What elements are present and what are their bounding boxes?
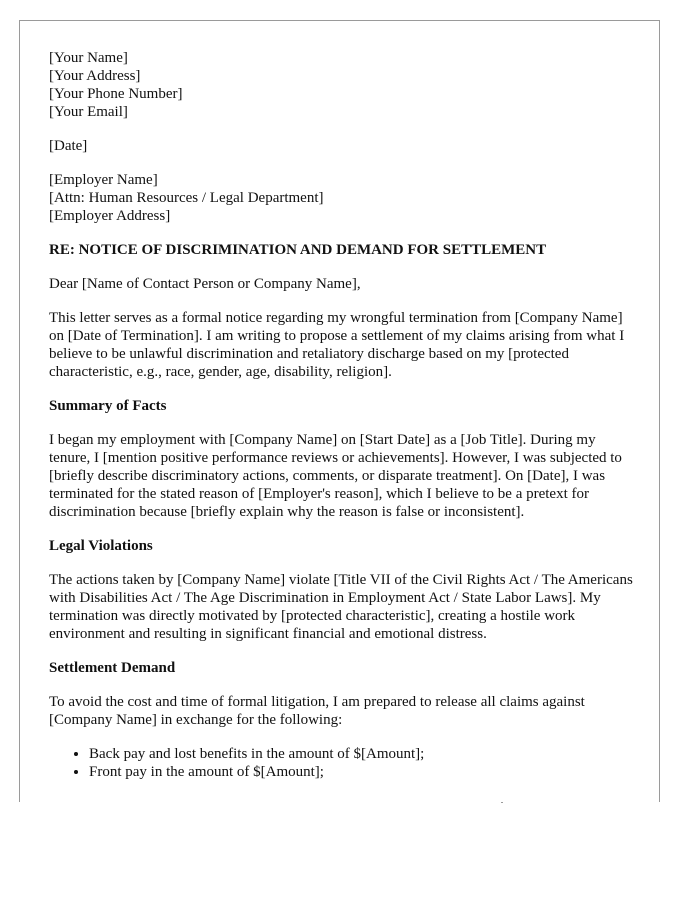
demand-heading: Settlement Demand [49, 660, 176, 676]
letter-content [49, 49, 639, 781]
subject-line: RE: NOTICE OF DISCRIMINATION AND DEMAND FOR SETTLEMENT [49, 242, 547, 258]
demand-paragraph: To avoid the cost and time of formal litigation, I am prepared to release all claims against [Company Name] in exchange for the following: [49, 694, 585, 728]
recipient-address: [Employer Address] [49, 208, 171, 224]
page-edge-mark [501, 802, 503, 803]
letter-date: [Date] [49, 138, 88, 154]
violations-heading: Legal Violations [49, 538, 153, 554]
date-block [49, 137, 639, 155]
facts-paragraph: I began my employment with [Company Name] on [Start Date] as a [Job Title]. During my tenure, I [mention positive performance reviews or achievements]. However, I was subjected to [briefly describe discriminatory actions, comments, or disparate treatment]. On [Date], I was terminated for the stated reason of [Employer's reason], which I believe to be a pretext for discrimination because [briefly explain why the reason is false or inconsistent]. [49, 432, 622, 520]
sender-block [49, 49, 639, 121]
letter-page [19, 20, 660, 802]
intro-paragraph: This letter serves as a formal notice regarding my wrongful termination from [Company Name] on [Date of Termination]. I am writing to propose a settlement of my claims arising from what I believe to be unlawful discrimination and retaliatory discharge based on my [protected characteristic, e.g., race, gender, age, disability, religion]. [49, 310, 625, 380]
sender-address: [Your Address] [49, 68, 141, 84]
demand-list-item: • Front pay in the amount of $[Amount]; [89, 763, 639, 781]
demand-list-item: • Back pay and lost benefits in the amount of $[Amount]; [89, 745, 639, 763]
recipient-block [49, 171, 639, 225]
recipient-attn: [Attn: Human Resources / Legal Department] [49, 190, 324, 206]
sender-email: [Your Email] [49, 104, 128, 120]
demand-list [49, 745, 639, 781]
sender-phone: [Your Phone Number] [49, 86, 183, 102]
facts-heading: Summary of Facts [49, 398, 167, 414]
recipient-name: [Employer Name] [49, 172, 158, 188]
sender-name: [Your Name] [49, 50, 128, 66]
violations-paragraph: The actions taken by [Company Name] violate [Title VII of the Civil Rights Act / The Americans with Disabilities Act / The Age Discrimination in Employment Act / State Labor Laws]. My termination was directly motivated by [protected characteristic], creating a hostile work environment and resulting in significant financial and emotional distress. [49, 572, 633, 642]
salutation: Dear [Name of Contact Person or Company Name], [49, 276, 361, 292]
